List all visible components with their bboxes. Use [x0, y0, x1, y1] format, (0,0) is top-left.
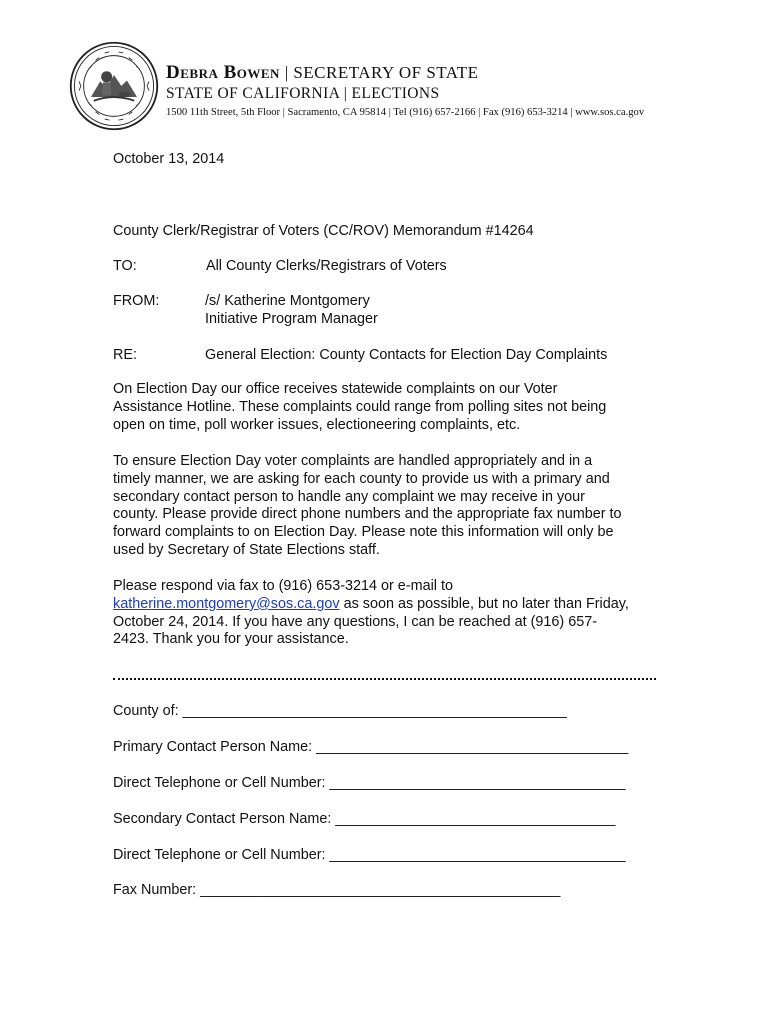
paragraph-line: To ensure Election Day voter complaints are handled appropriately and in a: [113, 453, 593, 469]
paragraph-line: October 24, 2014. If you have any questions, I can be reached at (916) 657-: [113, 613, 597, 630]
re-value: General Election: County Contacts for Election Day Complaints: [205, 347, 608, 363]
paragraph-line: Please respond via fax to (916) 653-3214 or e-mail to: [113, 578, 453, 594]
to-value: All County Clerks/Registrars of Voters: [206, 258, 447, 274]
letterhead-line1: [166, 62, 644, 84]
memo-title: County Clerk/Registrar of Voters (CC/ROV) Memorandum #14264: [113, 223, 534, 239]
secretary-title: | SECRETARY OF STATE: [284, 63, 479, 82]
from-label: FROM:: [113, 293, 160, 309]
re-label: RE:: [113, 347, 137, 363]
paragraph-line: secondary contact person to handle any complaint we may receive in your: [113, 488, 585, 505]
from-name: /s/ Katherine Montgomery: [205, 293, 370, 309]
paragraph-line: forward complaints to on Election Day. Please note this information will only be: [113, 524, 614, 541]
dotted-divider: [113, 668, 656, 680]
secretary-name: Debra Bowen: [166, 62, 280, 83]
paragraph-request: [113, 453, 673, 560]
letterhead-address: 1500 11th Street, 5th Floor | Sacramento, CA 95814 | Tel (916) 657-2166 | Fax (916) 653-3214 | www.sos.ca.gov: [166, 107, 645, 118]
paragraph-line: used by Secretary of State Elections staff.: [113, 541, 380, 558]
secondary-contact-name-field[interactable]: Secondary Contact Person Name: ___________________________________: [113, 811, 616, 827]
paragraph-line: open on time, poll worker issues, electioneering complaints, etc.: [113, 416, 521, 433]
paragraph-respond: [113, 578, 673, 649]
memo-date: October 13, 2014: [113, 151, 225, 167]
secondary-contact-phone-field[interactable]: Direct Telephone or Cell Number: _____________________________________: [113, 847, 626, 863]
fax-number-field[interactable]: Fax Number: _____________________________________________: [113, 882, 561, 898]
primary-contact-phone-field[interactable]: Direct Telephone or Cell Number: _____________________________________: [113, 775, 626, 791]
paragraph-line: 2423. Thank you for your assistance.: [113, 631, 349, 648]
paragraph-line: county. Please provide direct phone numbers and the appropriate fax number to: [113, 506, 622, 523]
paragraph-line: Assistance Hotline. These complaints could range from polling sites not being: [113, 398, 607, 415]
paragraph-line: timely manner, we are asking for each county to provide us with a primary and: [113, 470, 610, 487]
primary-contact-name-field[interactable]: Primary Contact Person Name: _______________________________________: [113, 739, 629, 755]
paragraph-text: as soon as possible, but no later than Friday,: [339, 595, 629, 612]
email-link[interactable]: katherine.montgomery@sos.ca.gov: [113, 595, 340, 612]
letterhead-department: STATE OF CALIFORNIA | ELECTIONS: [166, 85, 440, 102]
paragraph-line: [113, 596, 673, 614]
state-seal-icon: [68, 40, 160, 132]
letterhead: [166, 62, 644, 118]
county-field[interactable]: County of: ________________________________________________: [113, 703, 567, 719]
paragraph-hotline: [113, 381, 673, 434]
paragraph-line: On Election Day our office receives statewide complaints on our Voter: [113, 381, 558, 397]
to-label: TO:: [113, 258, 137, 274]
from-title: Initiative Program Manager: [205, 311, 378, 327]
